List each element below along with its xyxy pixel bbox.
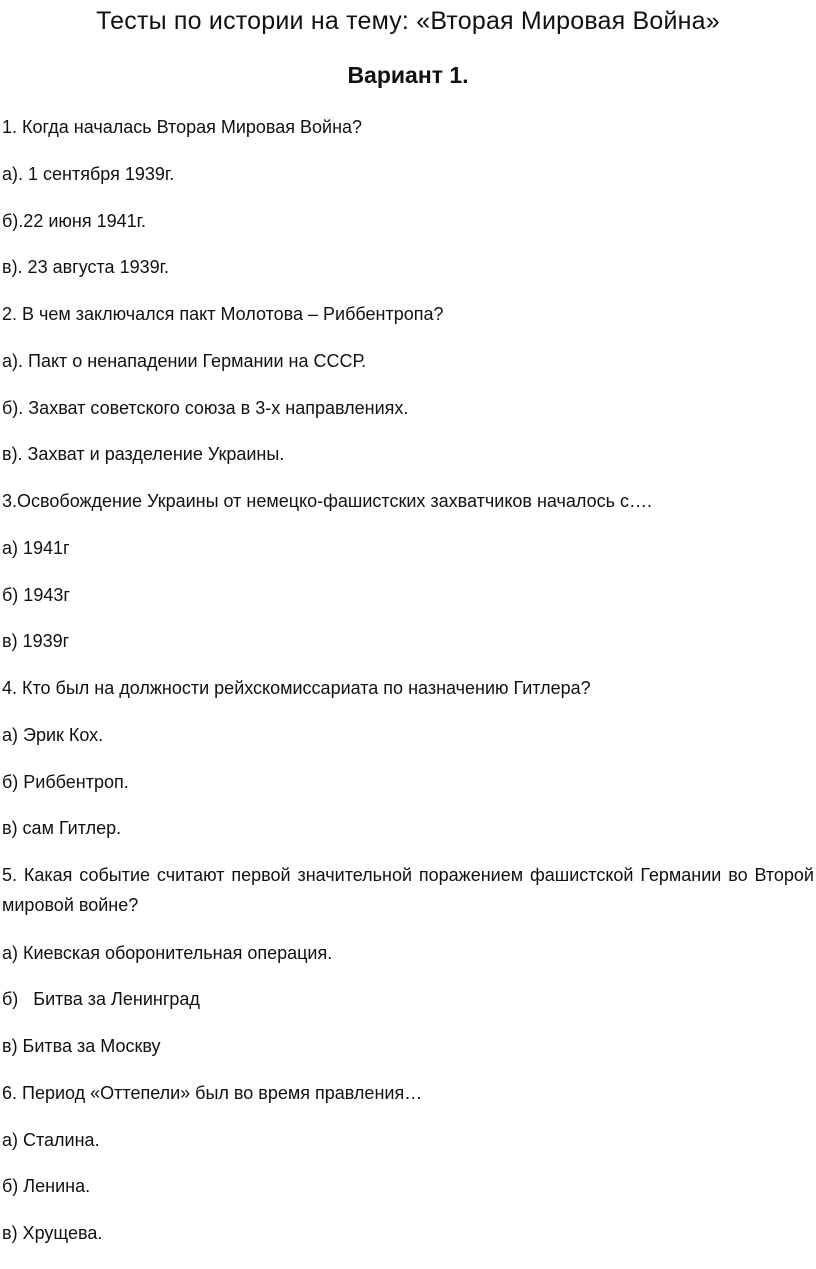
answer-5b: б) Битва за Ленинград (2, 989, 200, 1009)
answer-4a: а) Эрик Кох. (2, 725, 104, 745)
question-6: 6. Период «Оттепели» был во время правления… (2, 1083, 423, 1103)
answer-2a: а). Пакт о ненападении Германии на СССР. (2, 351, 367, 371)
question-1: 1. Когда началась Вторая Мировая Война? (2, 117, 363, 137)
question-3: 3.Освобождение Украины от немецко-фашистских захватчиков началось с…. (2, 491, 653, 511)
answer-1c: в). 23 августа 1939г. (2, 257, 169, 277)
answer-3b: б) 1943г (2, 585, 70, 605)
answer-6a: а) Сталина. (2, 1130, 100, 1150)
answer-1a: а). 1 сентября 1939г. (2, 164, 175, 184)
answer-4b: б) Риббентроп. (2, 772, 129, 792)
answer-5a: а) Киевская оборонительная операция. (2, 943, 333, 963)
answer-2b: б). Захват советского союза в 3-х направлениях. (2, 398, 409, 418)
document-title: Тесты по истории на тему: «Вторая Мировая Война» (96, 7, 720, 35)
answer-3c: в) 1939г (2, 631, 70, 651)
answer-4c: в) сам Гитлер. (2, 818, 122, 838)
variant-heading: Вариант 1. (347, 62, 469, 88)
question-2: 2. В чем заключался пакт Молотова – Риббентропа? (2, 304, 444, 324)
answer-2c: в). Захват и разделение Украины. (2, 444, 285, 464)
question-5: 5. Какая событие считают первой значительной поражением фашистской Германии во Второй мировой войне? (2, 865, 814, 915)
answer-6b: б) Ленина. (2, 1176, 91, 1196)
answer-1b: б).22 июня 1941г. (2, 211, 146, 231)
question-4: 4. Кто был на должности рейхскомиссариата по назначению Гитлера? (2, 678, 591, 698)
answer-6c: в) Хрущева. (2, 1223, 103, 1243)
answer-5c: в) Битва за Москву (2, 1036, 161, 1056)
answer-3a: а) 1941г (2, 538, 70, 558)
